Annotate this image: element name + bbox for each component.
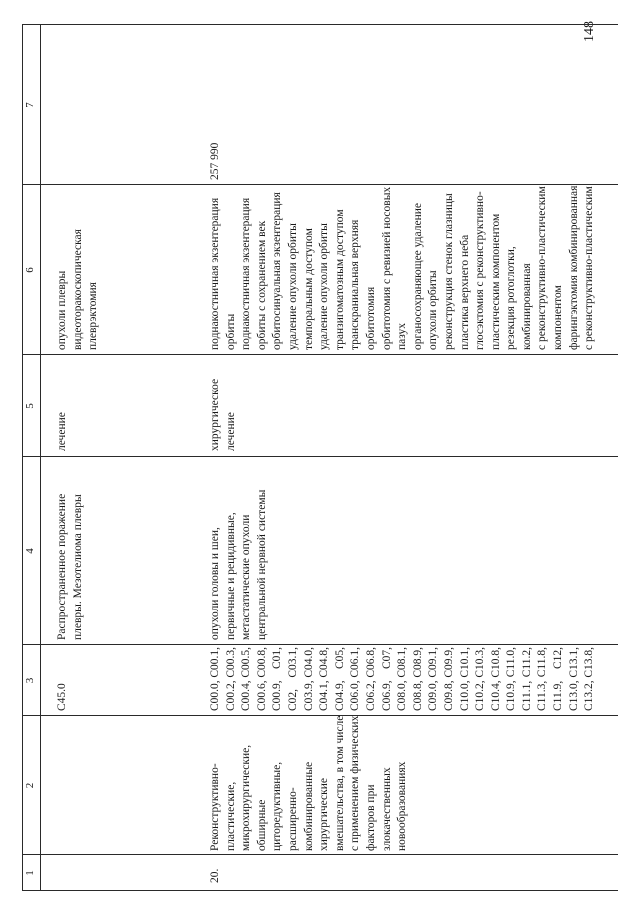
code-row (489, 647, 505, 711)
code: C00.2, (224, 680, 237, 711)
model-line: Распространенное поражение (56, 493, 68, 640)
code-row (411, 647, 427, 711)
column-divider (22, 644, 618, 645)
code: C07, (380, 647, 393, 670)
code-row (270, 647, 286, 711)
code: C04.9, (333, 680, 346, 711)
method-line: злокачественных (380, 767, 393, 851)
code: C09.9, (442, 647, 455, 678)
code: C00.9, (271, 680, 284, 711)
code-top: C45.0 (56, 683, 68, 711)
code: C10.3, (474, 647, 487, 678)
column-divider (22, 715, 618, 716)
column-divider (22, 456, 618, 457)
code: C13.8, (583, 647, 596, 678)
code-row (395, 647, 411, 711)
model-line: первичные и рецидивные, (224, 512, 237, 640)
column-divider (22, 24, 618, 25)
code: C11.0, (505, 647, 518, 678)
code: C06.8, (364, 647, 377, 678)
method-desc-line: глосэктомия с реконструктивно- (474, 191, 487, 350)
method-desc-line: удаление опухоли орбиты (286, 223, 299, 350)
code-list (208, 647, 598, 711)
code: C00.4, (240, 680, 253, 711)
code: C03.1, (286, 647, 299, 678)
code-row (567, 647, 583, 711)
treatment-line: лечение (224, 412, 237, 451)
method-desc-line: орбитотомия (364, 286, 377, 350)
code-row (239, 647, 255, 711)
method-line: с применением физических (349, 715, 362, 851)
method-line: обширные (255, 799, 268, 851)
method-desc-main (208, 185, 598, 350)
model-line: плевры. Мезотелиома плевры (71, 494, 84, 640)
method-desc-line: орбитотомия с ревизией носовых (380, 186, 393, 350)
method-line: пластические, (224, 781, 237, 851)
code-row (520, 647, 536, 711)
code: C13.2, (583, 680, 596, 711)
code-row (348, 647, 364, 711)
method-line: расширенно- (286, 787, 299, 851)
code: C04.0, (302, 647, 315, 678)
method-desc-line: орбитосинуальная экзентерация (271, 192, 284, 350)
code-row (302, 647, 318, 711)
code: C00.1, (209, 647, 221, 678)
code-row (380, 647, 396, 711)
code: C08.9, (411, 647, 424, 678)
model-line: опухоли головы и шеи, (209, 527, 221, 640)
header-col-6: 6 (24, 267, 36, 273)
code: C06.2, (364, 680, 377, 711)
code: C10.2, (474, 680, 487, 711)
code-row (458, 647, 474, 711)
header-col-3: 3 (24, 677, 36, 684)
column-divider (22, 184, 618, 185)
method-desc-line: темпоральным доступом (302, 228, 315, 350)
code-row (224, 647, 240, 711)
method-desc-line: транзигоматозным доступом (333, 209, 346, 350)
code-row (504, 647, 520, 711)
code: C08.1, (396, 647, 409, 678)
method-line: циторедуктивные, (271, 761, 284, 851)
code-row (551, 647, 567, 711)
header-bottom-rule (40, 25, 41, 891)
code: C09.8, (442, 680, 455, 711)
code: C10.4, (489, 680, 502, 711)
code: C00.8, (255, 647, 268, 678)
header-col-4: 4 (24, 548, 36, 554)
code: C02, (286, 688, 299, 711)
code: C11.1, (520, 680, 533, 711)
method-desc-line: резекция ротоглотки, (505, 246, 518, 350)
code-row (286, 647, 302, 711)
code: C03.9, (302, 680, 315, 711)
code-row (333, 647, 349, 711)
code: C06.9, (380, 680, 393, 711)
method-desc-line: органосохраняющее удаление (411, 203, 424, 350)
method-desc-line: комбинированная (520, 263, 533, 350)
method-desc-line: орбиты (224, 313, 237, 350)
code: C09.1, (427, 647, 440, 678)
code: C10.0, (458, 680, 471, 711)
model-main (208, 460, 270, 640)
row-number: 20. (209, 868, 221, 883)
method-line: Реконструктивно- (209, 763, 221, 851)
code-row (364, 647, 380, 711)
model-line: центральной нервной системы (255, 489, 268, 640)
header-top-rule (22, 25, 23, 891)
method-desc-line: транскраниальная верхняя (349, 219, 362, 350)
code: C06.0, (349, 680, 362, 711)
treatment-line: хирургическое (209, 378, 221, 451)
method-desc-line: удаление опухоли орбиты (318, 223, 331, 350)
code: C13.0, (567, 680, 580, 711)
code: C09.0, (427, 680, 440, 711)
code: C00.3, (224, 647, 237, 678)
code: C06.1, (349, 647, 362, 678)
code: C11.9, (552, 680, 565, 711)
treatment-main (208, 359, 239, 451)
method-desc-line: компонентом (552, 285, 565, 350)
code: C04.1, (318, 680, 331, 711)
code: C11.2, (520, 647, 533, 678)
code: C00.0, (209, 680, 221, 711)
method-desc-line: с реконструктивно-пластическим (536, 186, 549, 350)
table (22, 25, 618, 891)
code-row (473, 647, 489, 711)
method-line: вмешательства, в том числе (333, 715, 346, 851)
code-row (582, 647, 598, 711)
code: C12, (552, 647, 565, 670)
code-row (426, 647, 442, 711)
code: C10.1, (458, 647, 471, 678)
code: C10.8, (489, 647, 502, 678)
code: C04.8, (318, 647, 331, 678)
method-desc-line: пластика верхнего неба (458, 234, 471, 350)
column-divider (22, 890, 618, 891)
method-desc-line: опухоли плевры (56, 270, 68, 350)
code-row (255, 647, 271, 711)
code: C08.0, (396, 680, 409, 711)
code-row (442, 647, 458, 711)
method-line: комбинированные (302, 761, 315, 851)
method-desc-line: опухоли орбиты (427, 270, 440, 350)
code: C01, (271, 647, 284, 670)
method-desc-line: реконструкция стенок глазницы (442, 193, 455, 350)
column-divider (22, 854, 618, 855)
code: C05, (333, 647, 346, 670)
code: C11.8, (536, 647, 549, 678)
method-line: факторов при (364, 784, 377, 851)
code: C13.1, (567, 647, 580, 678)
page-number: 148 (582, 21, 597, 42)
method-line: микрохирургические, (240, 744, 253, 851)
method-group-cell (208, 715, 411, 851)
method-desc-line: пазух (396, 322, 409, 350)
code-row (208, 647, 224, 711)
code: C00.5, (240, 647, 253, 678)
method-desc-line: орбиты с сохранением век (255, 220, 268, 350)
method-desc-line: видеоторакоскопическая (71, 229, 84, 350)
code: C10.9, (505, 680, 518, 711)
column-divider (22, 354, 618, 355)
header-col-5: 5 (24, 403, 36, 409)
method-desc-line: пластическим компонентом (489, 213, 502, 350)
method-line: хирургические (318, 778, 331, 851)
method-desc-line: с реконструктивно-пластическим (583, 186, 596, 350)
code-row (535, 647, 551, 711)
header-col-7: 7 (24, 102, 36, 108)
code: C11.3, (536, 680, 549, 711)
header-col-2: 2 (24, 782, 36, 789)
header-col-1: 1 (24, 870, 36, 876)
method-desc-line: поднакостничная экзентерация (209, 197, 221, 350)
method-desc-top (55, 188, 102, 350)
code: C00.6, (255, 680, 268, 711)
method-desc-line: плеврэктомия (87, 282, 100, 350)
model-line: метастатические опухоли (240, 514, 253, 640)
treatment-top (55, 359, 71, 451)
cost-value: 257 990 (209, 142, 221, 180)
model-top (55, 460, 86, 640)
method-line: новообразованиях (396, 761, 409, 851)
treatment-line: лечение (56, 412, 68, 451)
method-desc-line: поднакостничная экзентерация (240, 197, 253, 350)
code: C08.8, (411, 680, 424, 711)
method-desc-line: фарингэктомия комбинированная (567, 185, 580, 350)
code-row (317, 647, 333, 711)
